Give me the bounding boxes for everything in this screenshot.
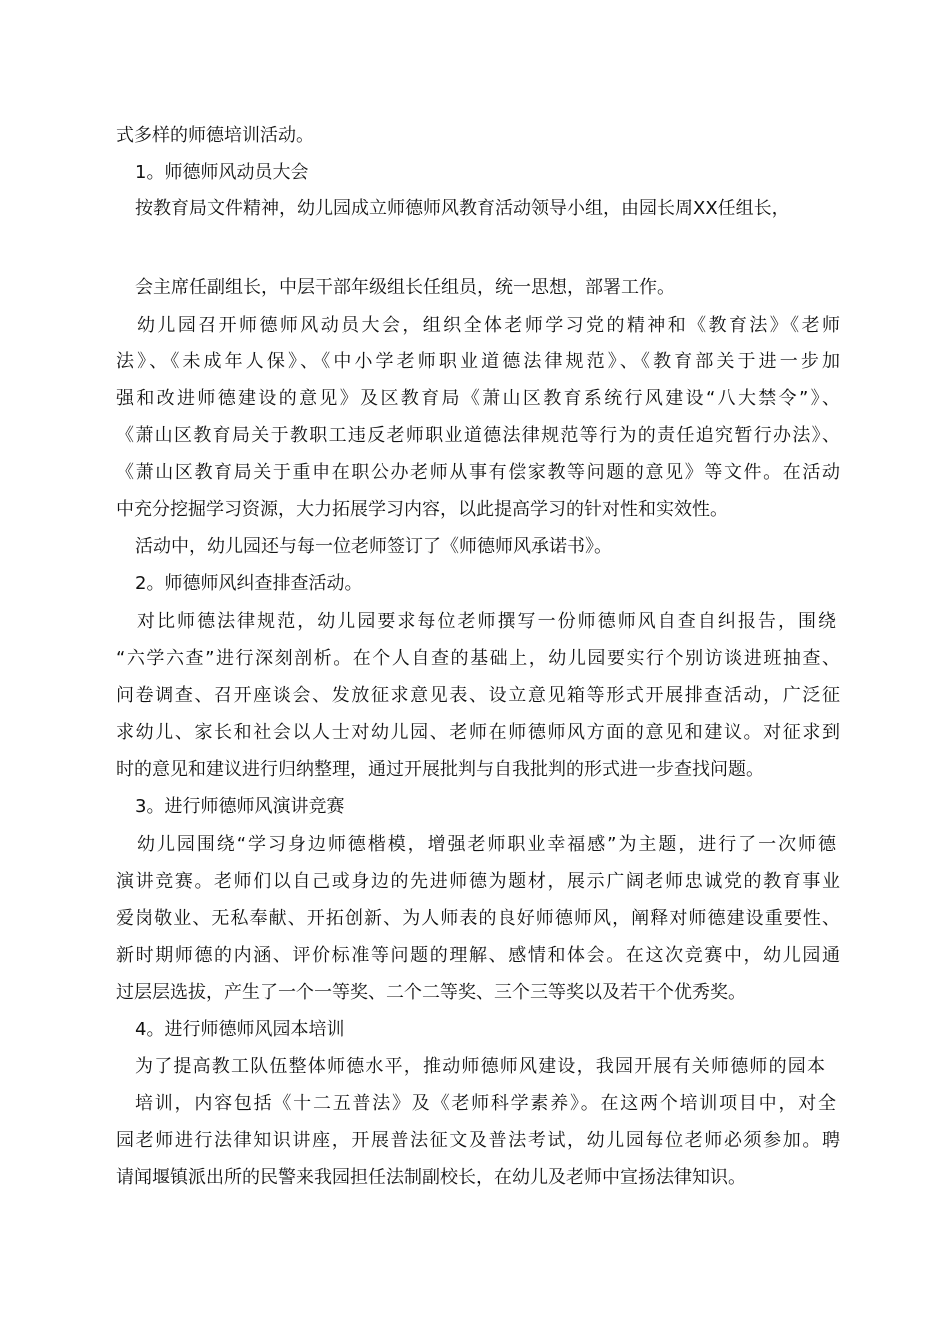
text-line: 求幼儿、家长和社会以人士对幼儿园、老师在师德师风方面的意见和建议。对征求到 — [116, 722, 840, 743]
text-line: 请闻堰镇派出所的民警来我园担任法制副校长，在幼儿及老师中宣扬法律知识。 — [116, 1167, 746, 1188]
text-line: 幼儿园召开师德师风动员大会，组织全体老师学习党的精神和《教育法》《老师 — [137, 315, 840, 336]
text-line: 为了提高教工队伍整体师德水平，推动师德师风建设，我园开展有关师德师的园本 — [135, 1056, 825, 1077]
text-line: 过层层选拔，产生了一个一等奖、二个二等奖、三个三等奖以及若干个优秀奖。 — [116, 982, 746, 1003]
text-line: 问卷调查、召开座谈会、发放征求意见表、设立意见箱等形式开展排查活动，广泛征 — [116, 685, 840, 706]
section-heading: 1。师德师风动员大会 — [135, 162, 309, 183]
text-line: 对比师德法律规范，幼儿园要求每位老师撰写一份师德师风自查自纠报告，围绕 — [137, 611, 836, 632]
section-heading: 3。进行师德师风演讲竞赛 — [135, 796, 345, 817]
text-line: 新时期师德的内涵、评价标准等问题的理解、感情和体会。在这次竞赛中，幼儿园通 — [116, 945, 840, 966]
section-heading: 4。进行师德师风园本培训 — [135, 1019, 345, 1040]
text-line: 式多样的师德培训活动。 — [116, 125, 314, 146]
text-line: 爱岗敬业、无私奉献、开拓创新、为人师表的良好师德师风，阐释对师德建设重要性、 — [116, 908, 840, 929]
text-line: 演讲竞赛。老师们以自己或身边的先进师德为题材，展示广阔老师忠诚党的教育事业 — [116, 871, 840, 892]
text-line: 时的意见和建议进行归纳整理，通过开展批判与自我批判的形式进一步查找问题。 — [116, 759, 764, 780]
text-line: 强和改进师德建设的意见》及区教育局《萧山区教育系统行风建设“八大禁令”》、 — [116, 388, 840, 409]
text-line: 《萧山区教育局关于重申在职公办老师从事有偿家教等问题的意见》等文件。在活动 — [116, 462, 840, 483]
text-line: 《萧山区教育局关于教职工违反老师职业道德法律规范等行为的责任追究暂行办法》、 — [116, 425, 840, 446]
text-line: “六学六查”进行深刻剖析。在个人自查的基础上，幼儿园要实行个别访谈进班抽查、 — [116, 648, 840, 669]
text-line: 幼儿园围绕“学习身边师德楷模，增强老师职业幸福感”为主题，进行了一次师德 — [137, 834, 836, 855]
text-line: 培训，内容包括《十二五普法》及《老师科学素养》。在这两个培训项目中，对全 — [135, 1093, 836, 1114]
text-line: 中充分挖掘学习资源，大力拓展学习内容，以此提高学习的针对性和实效性。 — [116, 499, 728, 520]
text-line: 按教育局文件精神，幼儿园成立师德师风教育活动领导小组，由园长周XX任组长， — [135, 198, 790, 219]
text-line: 活动中，幼儿园还与每一位老师签订了《师德师风承诺书》。 — [135, 536, 612, 557]
section-heading: 2。师德师风纠查排查活动。 — [135, 573, 363, 594]
text-line: 会主席任副组长，中层干部年级组长任组员，统一思想，部署工作。 — [135, 277, 675, 298]
text-line: 园老师进行法律知识讲座，开展普法征文及普法考试，幼儿园每位老师必须参加。聘 — [116, 1130, 840, 1151]
text-line: 法》、《未成年人保》、《中小学老师职业道德法律规范》、《教育部关于进一步加 — [116, 351, 840, 372]
